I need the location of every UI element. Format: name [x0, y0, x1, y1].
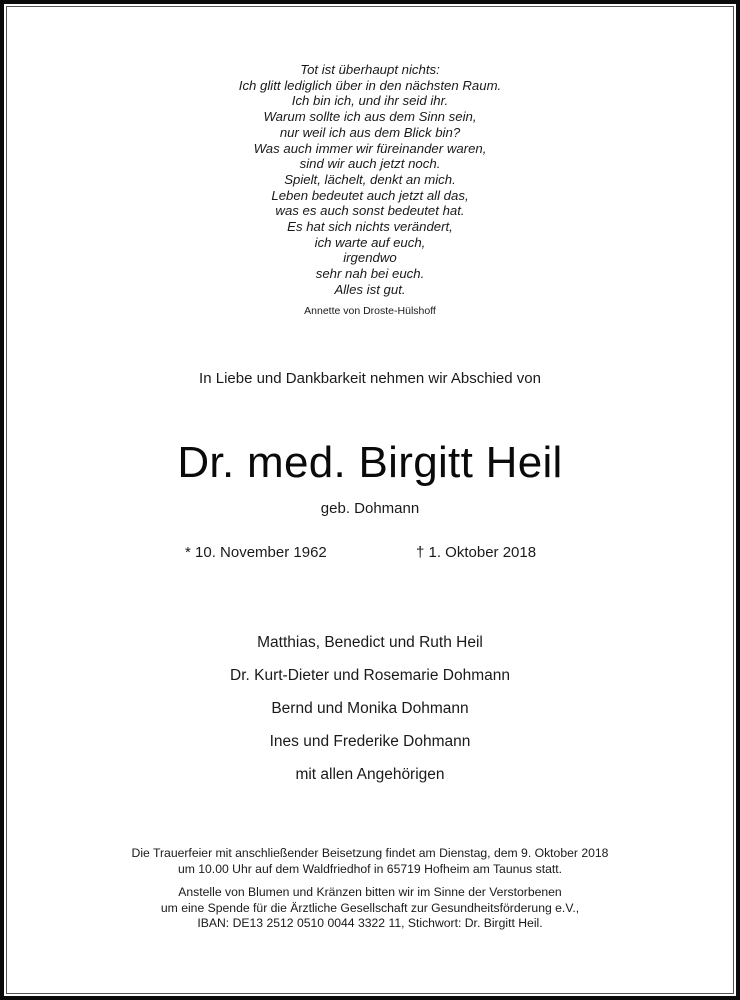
mourner-line: Ines und Frederike Dohmann: [269, 733, 471, 750]
funeral-line: Die Trauerfeier mit anschließender Beisetzung findet am Dienstag, dem 9. Oktober 2018: [131, 846, 609, 860]
birth-date: * 10. November 1962: [185, 544, 327, 561]
poem-author: Annette von Droste-Hülshoff: [304, 305, 436, 317]
poem-line: Ich bin ich, und ihr seid ihr.: [291, 93, 449, 109]
donation-notice: [0, 885, 740, 932]
poem-line: Spielt, lächelt, denkt an mich.: [284, 171, 456, 187]
mourner-line: Dr. Kurt-Dieter und Rosemarie Dohmann: [230, 667, 510, 684]
poem-line: was es auch sonst bedeutet hat.: [275, 203, 465, 219]
poem-line: Alles ist gut.: [334, 281, 406, 297]
poem-line: Es hat sich nichts verändert,: [287, 219, 453, 235]
poem-line: irgendwo: [343, 250, 397, 266]
poem-line: sind wir auch jetzt noch.: [299, 156, 441, 172]
maiden-name: geb. Dohmann: [320, 500, 420, 517]
donation-line: IBAN: DE13 2512 0510 0044 3322 11, Stichwort: Dr. Birgitt Heil.: [197, 916, 543, 930]
poem-line: ich warte auf euch,: [314, 234, 426, 250]
funeral-notice: [0, 846, 740, 877]
funeral-line: um 10.00 Uhr auf dem Waldfriedhof in 65719 Hofheim am Taunus statt.: [177, 861, 563, 876]
mourner-line: mit allen Angehörigen: [295, 766, 445, 783]
mourner-line: Matthias, Benedict und Ruth Heil: [257, 634, 483, 651]
intro-text: In Liebe und Dankbarkeit nehmen wir Abschied von: [199, 370, 541, 387]
poem-line: Leben bedeutet auch jetzt all das,: [271, 187, 469, 203]
donation-line: Anstelle von Blumen und Kränzen bitten wir im Sinne der Verstorbenen: [178, 885, 562, 899]
poem-line: Warum sollte ich aus dem Sinn sein,: [263, 109, 477, 125]
poem-line: Ich glitt lediglich über in den nächsten Raum.: [238, 77, 502, 93]
poem: [0, 62, 740, 298]
poem-line: Tot ist überhaupt nichts:: [300, 62, 440, 77]
mourner-line: Bernd und Monika Dohmann: [271, 700, 469, 717]
poem-line: Was auch immer wir füreinander waren,: [253, 140, 487, 156]
mourners-list: [0, 626, 740, 791]
deceased-name: Dr. med. Birgitt Heil: [177, 438, 563, 487]
death-date: † 1. Oktober 2018: [416, 544, 537, 561]
poem-line: nur weil ich aus dem Blick bin?: [279, 124, 461, 140]
donation-line: um eine Spende für die Ärztliche Gesellschaft zur Gesundheitsförderung e.V.,: [160, 900, 580, 915]
poem-line: sehr nah bei euch.: [315, 266, 425, 282]
